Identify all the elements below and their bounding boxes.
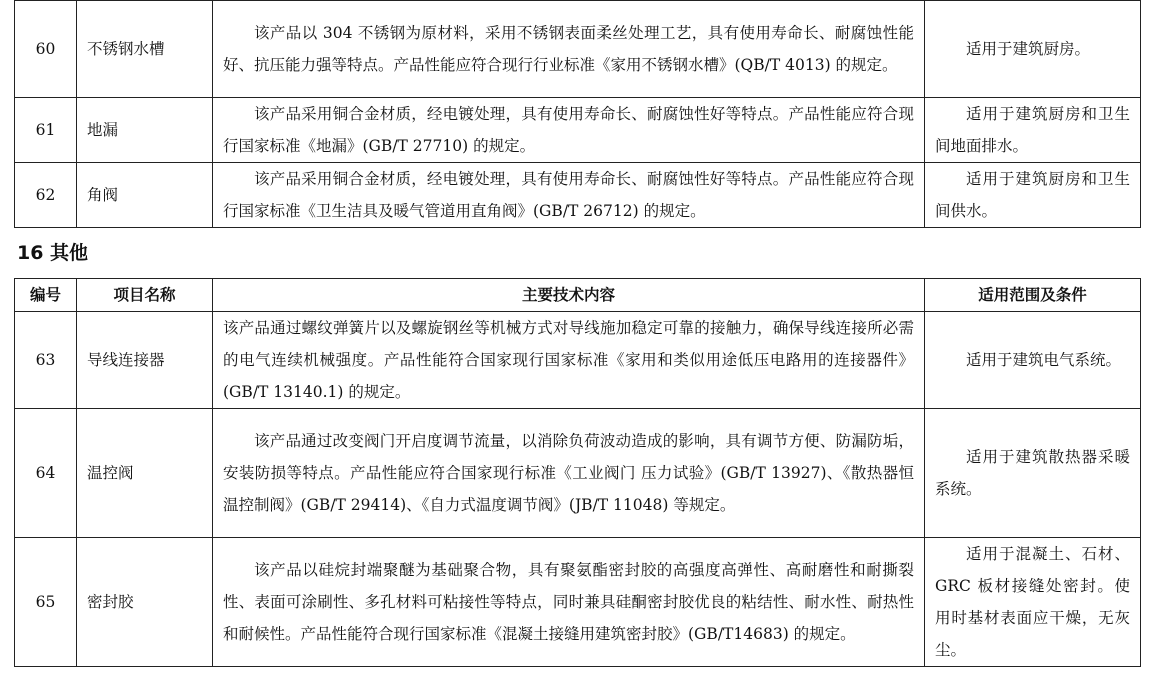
item-technical-content: 该产品通过螺纹弹簧片以及螺旋钢丝等机械方式对导线施加稳定可靠的接触力，确保导线连接所必需的电气连续机械强度。产品性能符合国家现行国家标准《家用和类似用途低压电路用的连接器件》(GB/T 13140.1) 的规定。 xyxy=(213,312,925,409)
item-number: 63 xyxy=(15,312,77,409)
item-scope: 适用于建筑散热器采暖系统。 xyxy=(925,409,1141,538)
item-name: 导线连接器 xyxy=(77,312,213,409)
products-table-other xyxy=(14,278,1141,667)
column-header-number: 编号 xyxy=(15,279,77,312)
item-scope: 适用于建筑厨房和卫生间供水。 xyxy=(925,163,1141,228)
item-technical-content: 该产品采用铜合金材质，经电镀处理，具有使用寿命长、耐腐蚀性好等特点。产品性能应符合现行国家标准《卫生洁具及暖气管道用直角阀》(GB/T 26712) 的规定。 xyxy=(213,163,925,228)
table-row xyxy=(15,409,1141,538)
item-number: 62 xyxy=(15,163,77,228)
item-name: 密封胶 xyxy=(77,538,213,667)
item-name: 地漏 xyxy=(77,98,213,163)
table-row xyxy=(15,312,1141,409)
item-scope: 适用于建筑厨房和卫生间地面排水。 xyxy=(925,98,1141,163)
item-technical-content: 该产品以硅烷封端聚醚为基础聚合物，具有聚氨酯密封胶的高强度高弹性、高耐磨性和耐撕裂性、表面可涂刷性、多孔材料可粘接性等特点，同时兼具硅酮密封胶优良的粘结性、耐水性、耐热性和耐候性。产品性能符合现行国家标准《混凝土接缝用建筑密封胶》(GB/T14683) 的规定。 xyxy=(213,538,925,667)
table-row xyxy=(15,163,1141,228)
document-page xyxy=(14,0,1140,667)
table-row xyxy=(15,1,1141,98)
item-number: 64 xyxy=(15,409,77,538)
item-number: 60 xyxy=(15,1,77,98)
column-header-name: 项目名称 xyxy=(77,279,213,312)
column-header-technical-content: 主要技术内容 xyxy=(213,279,925,312)
column-header-scope: 适用范围及条件 xyxy=(925,279,1141,312)
item-scope: 适用于建筑厨房。 xyxy=(925,1,1141,98)
item-name: 不锈钢水槽 xyxy=(77,1,213,98)
item-scope: 适用于混凝土、石材、GRC 板材接缝处密封。使用时基材表面应干燥，无灰尘。 xyxy=(925,538,1141,667)
item-number: 61 xyxy=(15,98,77,163)
item-technical-content: 该产品采用铜合金材质，经电镀处理，具有使用寿命长、耐腐蚀性好等特点。产品性能应符合现行国家标准《地漏》(GB/T 27710) 的规定。 xyxy=(213,98,925,163)
products-table-continued xyxy=(14,0,1141,228)
item-name: 温控阀 xyxy=(77,409,213,538)
item-technical-content: 该产品以 304 不锈钢为原材料，采用不锈钢表面柔丝处理工艺，具有使用寿命长、耐腐蚀性能好、抗压能力强等特点。产品性能应符合现行行业标准《家用不锈钢水槽》(QB/T 4013) 的规定。 xyxy=(213,1,925,98)
item-scope: 适用于建筑电气系统。 xyxy=(925,312,1141,409)
item-name: 角阀 xyxy=(77,163,213,228)
item-number: 65 xyxy=(15,538,77,667)
section-heading: 16 其他 xyxy=(17,242,89,264)
item-technical-content: 该产品通过改变阀门开启度调节流量，以消除负荷波动造成的影响，具有调节方便、防漏防垢，安装防损等特点。产品性能应符合国家现行标准《工业阀门 压力试验》(GB/T 13927)、《散热器恒温控制阀》(GB/T 29414)、《自力式温度调节阀》(JB/T 11048) 等规定。 xyxy=(213,409,925,538)
table-header-row xyxy=(15,279,1141,312)
table-row xyxy=(15,538,1141,667)
table-row xyxy=(15,98,1141,163)
